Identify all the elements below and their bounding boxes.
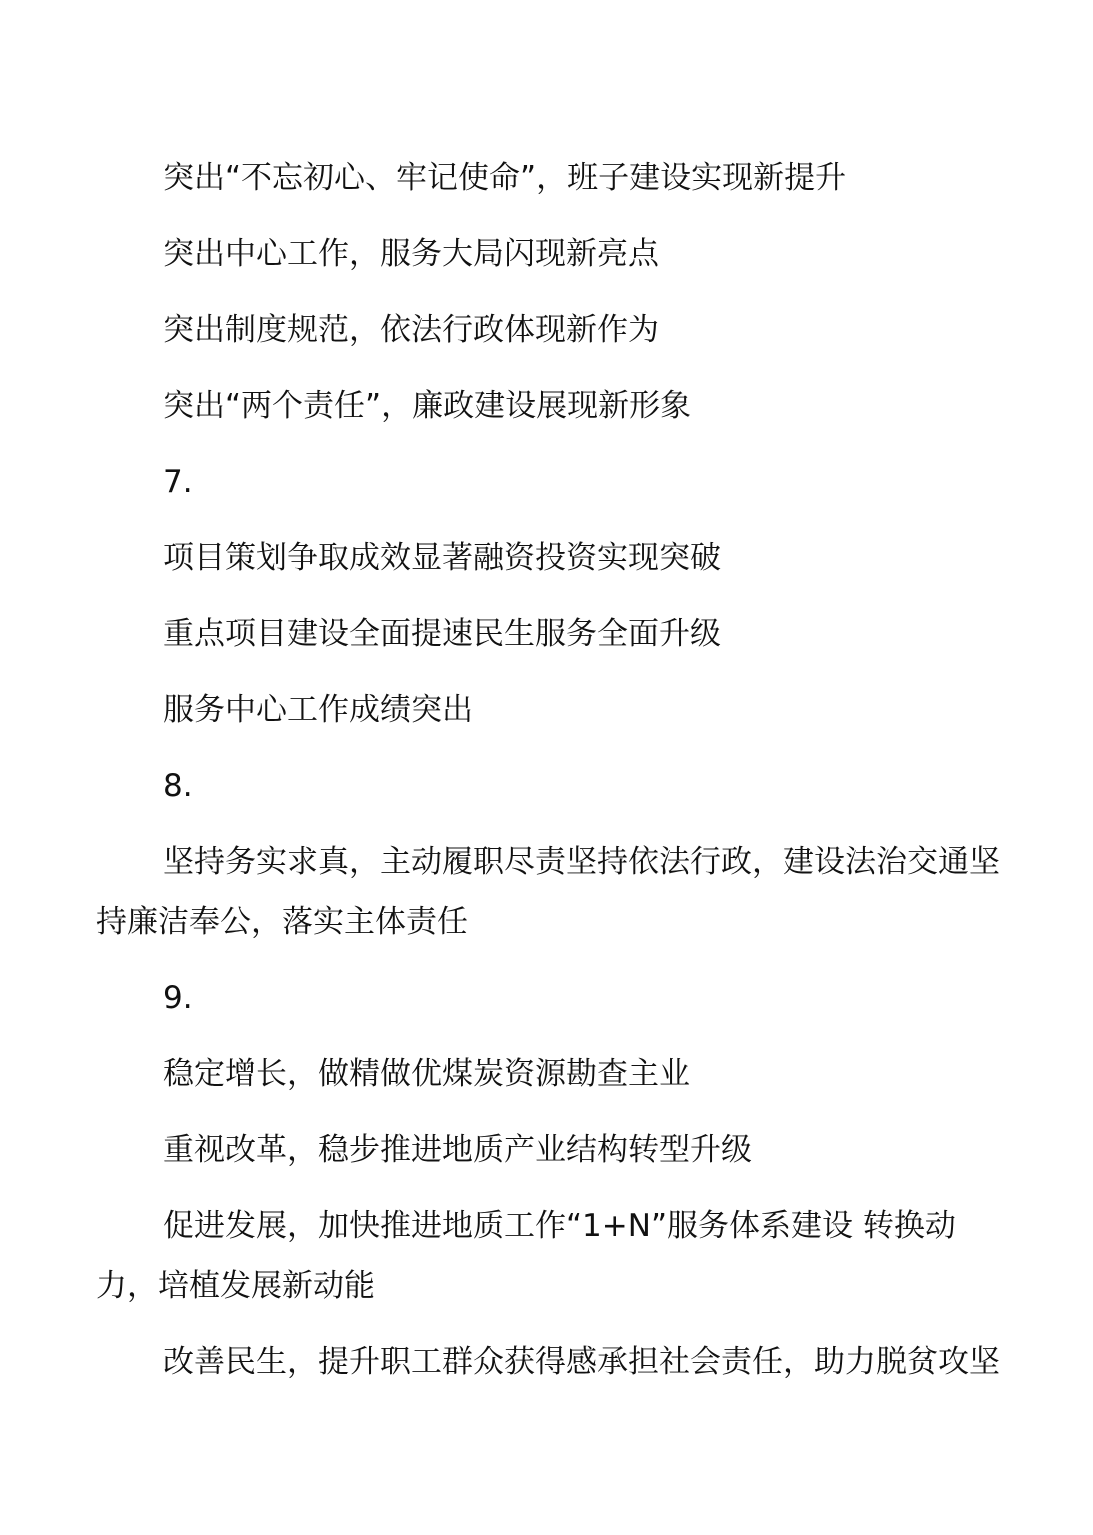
paragraph: 改善民生，提升职工群众获得感承担社会责任，助力脱贫攻坚 xyxy=(163,1344,1000,1380)
paragraph: 项目策划争取成效显著融资投资实现突破 xyxy=(163,540,721,576)
section-number: 7. xyxy=(163,464,193,500)
paragraph: 重点项目建设全面提速民生服务全面升级 xyxy=(163,616,721,652)
section-number: 9. xyxy=(163,980,193,1016)
paragraph: 重视改革，稳步推进地质产业结构转型升级 xyxy=(163,1132,752,1168)
paragraph: 稳定增长，做精做优煤炭资源勘查主业 xyxy=(163,1056,690,1092)
paragraph: 坚持务实求真，主动履职尽责坚持依法行政，建设法治交通坚持廉洁奉公，落实主体责任 xyxy=(96,844,1000,940)
paragraph: 突出中心工作，服务大局闪现新亮点 xyxy=(163,236,659,272)
paragraph: 突出“两个责任”，廉政建设展现新形象 xyxy=(163,388,692,424)
section-number: 8. xyxy=(163,768,193,804)
paragraph: 促进发展，加快推进地质工作“1+N”服务体系建设 转换动力，培植发展新动能 xyxy=(96,1208,956,1304)
document-body xyxy=(96,148,1001,1408)
paragraph: 突出“不忘初心、牢记使命”，班子建设实现新提升 xyxy=(163,160,847,196)
paragraph: 突出制度规范，依法行政体现新作为 xyxy=(163,312,659,348)
paragraph: 服务中心工作成绩突出 xyxy=(163,692,473,728)
